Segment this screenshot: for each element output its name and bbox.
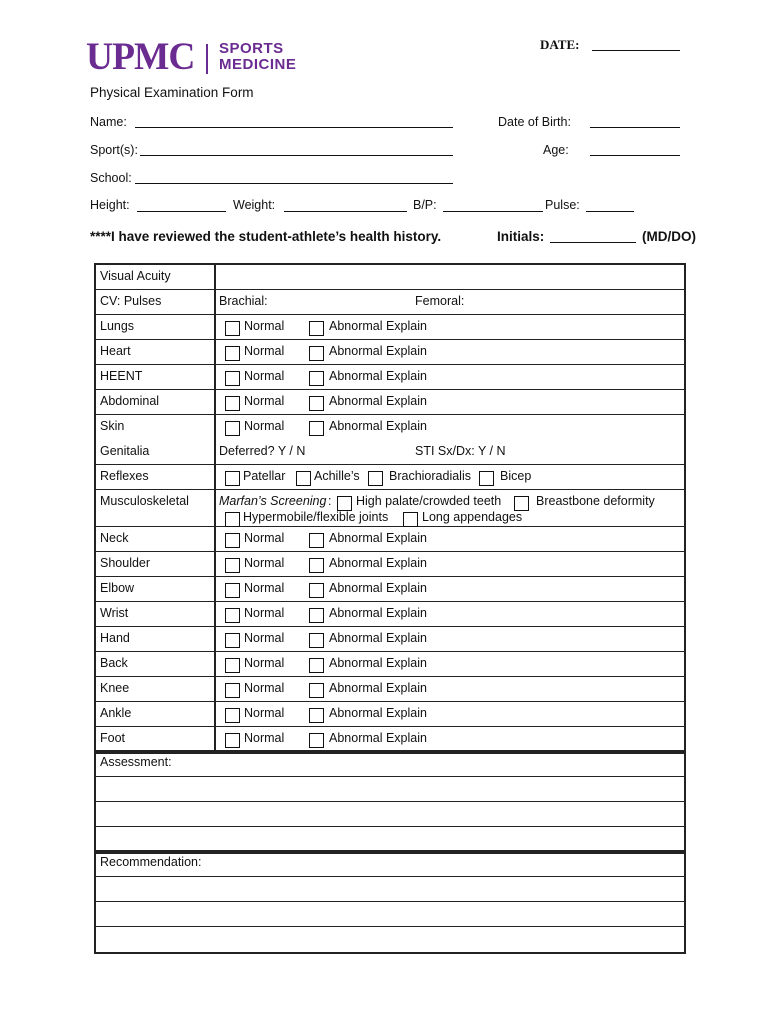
assessment-line[interactable]	[96, 802, 684, 827]
row-knee	[96, 677, 684, 702]
row-heart	[96, 340, 684, 365]
row-label: Musculoskeletal	[96, 490, 216, 526]
checkbox-normal[interactable]	[225, 558, 240, 573]
normal-label: Normal	[244, 581, 285, 595]
checkbox-abnormal[interactable]	[309, 421, 324, 436]
row-reflexes	[96, 465, 684, 490]
abnormal-label: Abnormal Explain	[329, 531, 427, 545]
sports-field[interactable]	[140, 144, 453, 156]
row-label: Abdominal	[96, 390, 216, 414]
marfan-colon: :	[328, 494, 332, 508]
normal-label: Normal	[244, 656, 285, 670]
row-label: Skin	[96, 415, 216, 440]
abnormal-label: Abnormal Explain	[329, 731, 427, 745]
height-label: Height:	[90, 198, 130, 212]
pulse-field[interactable]	[586, 200, 634, 212]
row-elbow	[96, 577, 684, 602]
row-label: HEENT	[96, 365, 216, 389]
checkbox-abnormal[interactable]	[309, 396, 324, 411]
pulse-label: Pulse:	[545, 198, 580, 212]
row-musculoskeletal	[96, 490, 684, 527]
row-label: Heart	[96, 340, 216, 364]
height-field[interactable]	[137, 200, 226, 212]
checkbox-normal[interactable]	[225, 683, 240, 698]
weight-label: Weight:	[233, 198, 276, 212]
abnormal-label: Abnormal Explain	[329, 681, 427, 695]
checkbox-abnormal[interactable]	[309, 321, 324, 336]
row-label: Ankle	[96, 702, 216, 726]
checkbox-normal[interactable]	[225, 708, 240, 723]
row-label: Lungs	[96, 315, 216, 339]
row-label: Wrist	[96, 602, 216, 626]
row-label: Visual Acuity	[96, 265, 216, 289]
normal-label: Normal	[244, 631, 285, 645]
assessment-label: Assessment:	[96, 752, 684, 777]
abnormal-label: Abnormal Explain	[329, 319, 427, 333]
row-label: Back	[96, 652, 216, 676]
weight-field[interactable]	[284, 200, 407, 212]
checkbox-normal[interactable]	[225, 633, 240, 648]
row-label: Foot	[96, 727, 216, 752]
checkbox-high-palate[interactable]	[337, 496, 352, 511]
row-abdominal	[96, 390, 684, 415]
row-label: Elbow	[96, 577, 216, 601]
normal-label: Normal	[244, 681, 285, 695]
abnormal-label: Abnormal Explain	[329, 419, 427, 433]
logo-line-1: SPORTS	[219, 40, 284, 57]
option-label: Long appendages	[422, 510, 523, 524]
checkbox-normal[interactable]	[225, 608, 240, 623]
normal-label: Normal	[244, 606, 285, 620]
checkbox-normal[interactable]	[225, 583, 240, 598]
checkbox-abnormal[interactable]	[309, 558, 324, 573]
row-label: Shoulder	[96, 552, 216, 576]
checkbox-abnormal[interactable]	[309, 583, 324, 598]
row-label: Genitalia	[96, 440, 216, 464]
normal-label: Normal	[244, 706, 285, 720]
sports-label: Sport(s):	[90, 143, 138, 157]
row-back	[96, 652, 684, 677]
checkbox-normal[interactable]	[225, 533, 240, 548]
brachial-label: Brachial:	[219, 294, 268, 308]
row-ankle	[96, 702, 684, 727]
recommendation-line[interactable]	[96, 902, 684, 927]
normal-label: Normal	[244, 319, 285, 333]
abnormal-label: Abnormal Explain	[329, 631, 427, 645]
dob-field[interactable]	[590, 116, 680, 128]
dob-label: Date of Birth:	[498, 115, 571, 129]
visual-acuity-field[interactable]	[217, 265, 684, 289]
row-hand	[96, 627, 684, 652]
row-heent	[96, 365, 684, 390]
femoral-label: Femoral:	[415, 294, 465, 308]
age-field[interactable]	[590, 144, 680, 156]
checkbox-abnormal[interactable]	[309, 708, 324, 723]
option-label: Patellar	[243, 469, 286, 483]
row-label: Reflexes	[96, 465, 216, 489]
normal-label: Normal	[244, 344, 285, 358]
abnormal-label: Abnormal Explain	[329, 656, 427, 670]
option-label: High palate/crowded teeth	[356, 494, 502, 508]
checkbox-abnormal[interactable]	[309, 658, 324, 673]
sports-medicine-logo	[219, 41, 296, 73]
normal-label: Normal	[244, 731, 285, 745]
option-label: Brachioradialis	[389, 469, 471, 483]
row-lungs	[96, 315, 684, 340]
assessment-line[interactable]	[96, 827, 684, 852]
abnormal-label: Abnormal Explain	[329, 369, 427, 383]
recommendation-line[interactable]	[96, 927, 684, 952]
checkbox-bicep[interactable]	[479, 471, 494, 486]
checkbox-normal[interactable]	[225, 396, 240, 411]
row-neck	[96, 527, 684, 552]
checkbox-long-appendages[interactable]	[403, 512, 418, 527]
assessment-line[interactable]	[96, 777, 684, 802]
row-foot	[96, 727, 684, 752]
recommendation-line[interactable]	[96, 877, 684, 902]
row-label: CV: Pulses	[96, 290, 216, 314]
abnormal-label: Abnormal Explain	[329, 394, 427, 408]
row-skin	[96, 415, 684, 440]
row-label: Neck	[96, 527, 216, 551]
checkbox-abnormal[interactable]	[309, 533, 324, 548]
checkbox-patellar[interactable]	[225, 471, 240, 486]
school-field[interactable]	[135, 172, 453, 184]
normal-label: Normal	[244, 394, 285, 408]
exam-table	[94, 263, 686, 754]
checkbox-abnormal[interactable]	[309, 608, 324, 623]
recommendation-label: Recommendation:	[96, 852, 684, 877]
checkbox-normal[interactable]	[225, 321, 240, 336]
row-wrist	[96, 602, 684, 627]
normal-label: Normal	[244, 419, 285, 433]
checkbox-hypermobile[interactable]	[225, 512, 240, 527]
normal-label: Normal	[244, 369, 285, 383]
checkbox-achilles[interactable]	[296, 471, 311, 486]
checkbox-breastbone[interactable]	[514, 496, 529, 511]
date-label: DATE:	[540, 37, 580, 52]
checkbox-normal[interactable]	[225, 371, 240, 386]
md-do-label: (MD/DO)	[642, 229, 696, 244]
abnormal-label: Abnormal Explain	[329, 706, 427, 720]
checkbox-normal[interactable]	[225, 733, 240, 748]
normal-label: Normal	[244, 556, 285, 570]
checkbox-abnormal[interactable]	[309, 346, 324, 361]
recommendation-box	[94, 850, 686, 954]
option-label: Bicep	[500, 469, 532, 483]
abnormal-label: Abnormal Explain	[329, 344, 427, 358]
initials-field[interactable]	[550, 231, 636, 243]
logo-line-2: MEDICINE	[219, 56, 297, 73]
bp-field[interactable]	[443, 200, 543, 212]
row-cv-pulses	[96, 290, 684, 315]
abnormal-label: Abnormal Explain	[329, 581, 427, 595]
row-label: Knee	[96, 677, 216, 701]
form-title: Physical Examination Form	[90, 85, 254, 100]
date-field[interactable]	[592, 39, 680, 51]
row-shoulder	[96, 552, 684, 577]
checkbox-brachioradialis[interactable]	[368, 471, 383, 486]
checkbox-abnormal[interactable]	[309, 633, 324, 648]
marfan-label: Marfan’s Screening	[219, 494, 327, 508]
checkbox-normal[interactable]	[225, 421, 240, 436]
logo-divider	[206, 44, 208, 74]
normal-label: Normal	[244, 531, 285, 545]
checkbox-abnormal[interactable]	[309, 371, 324, 386]
abnormal-label: Abnormal Explain	[329, 556, 427, 570]
school-label: School:	[90, 171, 132, 185]
row-genitalia	[96, 440, 684, 465]
row-label: Hand	[96, 627, 216, 651]
bp-label: B/P:	[413, 198, 437, 212]
name-label: Name:	[90, 115, 127, 129]
initials-label: Initials:	[497, 229, 545, 244]
upmc-logo: UPMC	[86, 35, 195, 78]
age-label: Age:	[543, 143, 569, 157]
abnormal-label: Abnormal Explain	[329, 606, 427, 620]
sti-label: STI Sx/Dx: Y / N	[415, 444, 506, 458]
checkbox-abnormal[interactable]	[309, 683, 324, 698]
checkbox-abnormal[interactable]	[309, 733, 324, 748]
row-visual-acuity	[96, 265, 684, 290]
deferred-label: Deferred? Y / N	[219, 444, 306, 458]
checkbox-normal[interactable]	[225, 658, 240, 673]
review-statement: ****I have reviewed the student-athlete’s health history.	[90, 229, 442, 244]
option-label: Hypermobile/flexible joints	[243, 510, 389, 524]
assessment-box	[94, 750, 686, 854]
checkbox-normal[interactable]	[225, 346, 240, 361]
name-field[interactable]	[135, 116, 453, 128]
option-label: Breastbone deformity	[536, 494, 655, 508]
option-label: Achille’s	[314, 469, 360, 483]
